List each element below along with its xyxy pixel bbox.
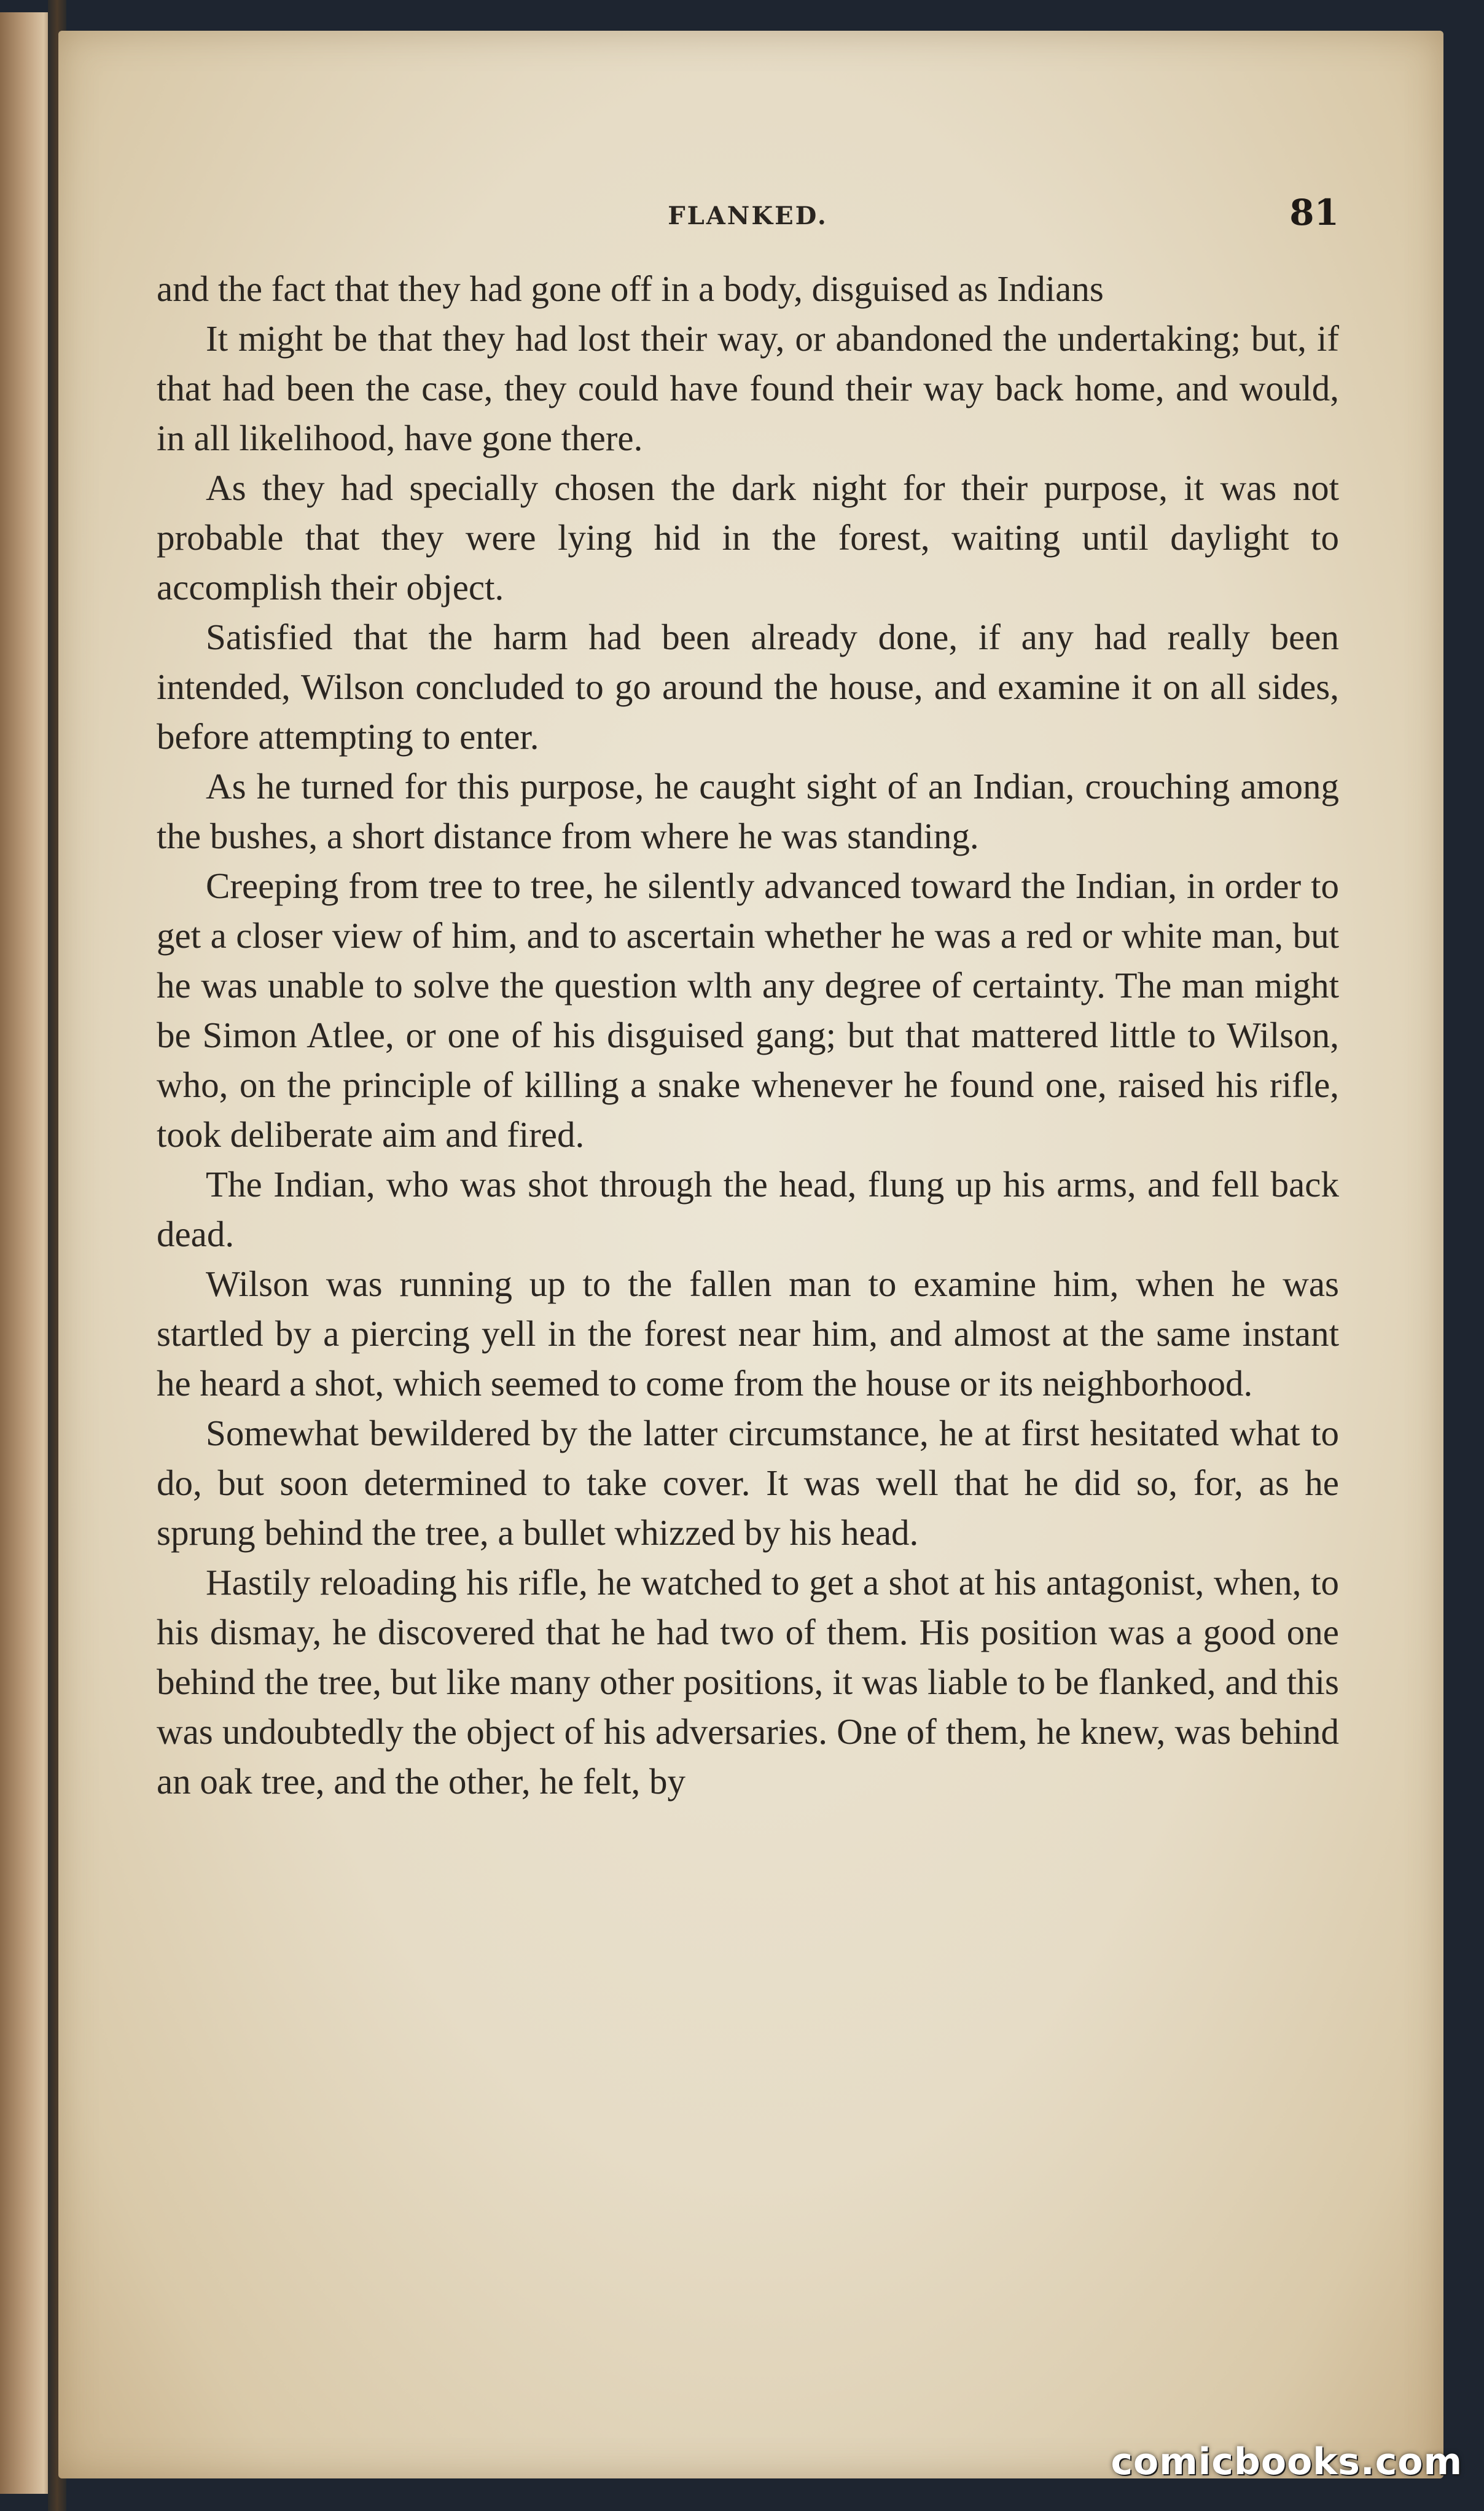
page-number: 81 [1289,192,1339,233]
paragraph: As he turned for this purpose, he caught sight of an Indian, crouching among the bushes, a short distance from where he was standing. [157,766,1339,856]
paragraph: Hastily reloading his rifle, he watched to get a shot at his antagonist, when, to his dismay, he discovered that he had two of them. His position was a good one behind the tree, but like many other positions, it was liable to be flanked, and this was undoubtedly the object of his adversaries. One of them, he knew, was behind an oak tree, and the other, he felt, by [157,1562,1339,1802]
paragraph: As they had specially chosen the dark night for their purpose, it was not probable that they were lying hid in the forest, waiting until daylight to accomplish their object. [157,467,1339,607]
running-head: FLANKED. [668,201,828,230]
book-page [58,31,1443,2478]
page-content [157,178,1339,1806]
paragraph: and the fact that they had gone off in a body, disguised as Indians [157,268,1104,309]
paragraph: It might be that they had lost their way, or abandoned the undertaking; but, if that had been the case, they could have found their way back home, and would, in all likelihood, have gone there. [157,318,1339,458]
paragraph: Satisfied that the harm had been already done, if any had really been intended, Wilson concluded to go around the house, and examine it on all sides, before attempting to enter. [157,617,1339,757]
paragraph: Creeping from tree to tree, he silently advanced toward the Indian, in order to get a closer view of him, and to ascertain whether he was a red or white man, but he was unable to solve the question wlth any degree of certainty. The man might be Simon Atlee, or one of his disguised gang; but that mattered little to Wilson, who, on the principle of killing a snake whenever he found one, raised his rifle, took deliberate aim and fired. [157,865,1339,1155]
paragraph: Somewhat bewildered by the latter circumstance, he at first hesitated what to do, but soon determined to take cover. It was well that he did so, for, as he sprung behind the tree, a bullet whizzed by his head. [157,1413,1339,1553]
page-header [157,178,1339,264]
paragraph: Wilson was running up to the fallen man to examine him, when he was startled by a piercing yell in the forest near him, and almost at the same instant he heard a shot, which seemed to come from the house or its neighborhood. [157,1263,1339,1404]
body-text [157,264,1339,1806]
paragraph: The Indian, who was shot through the head, flung up his arms, and fell back dead. [157,1164,1339,1254]
watermark: comicbooks.com [1111,2440,1463,2483]
